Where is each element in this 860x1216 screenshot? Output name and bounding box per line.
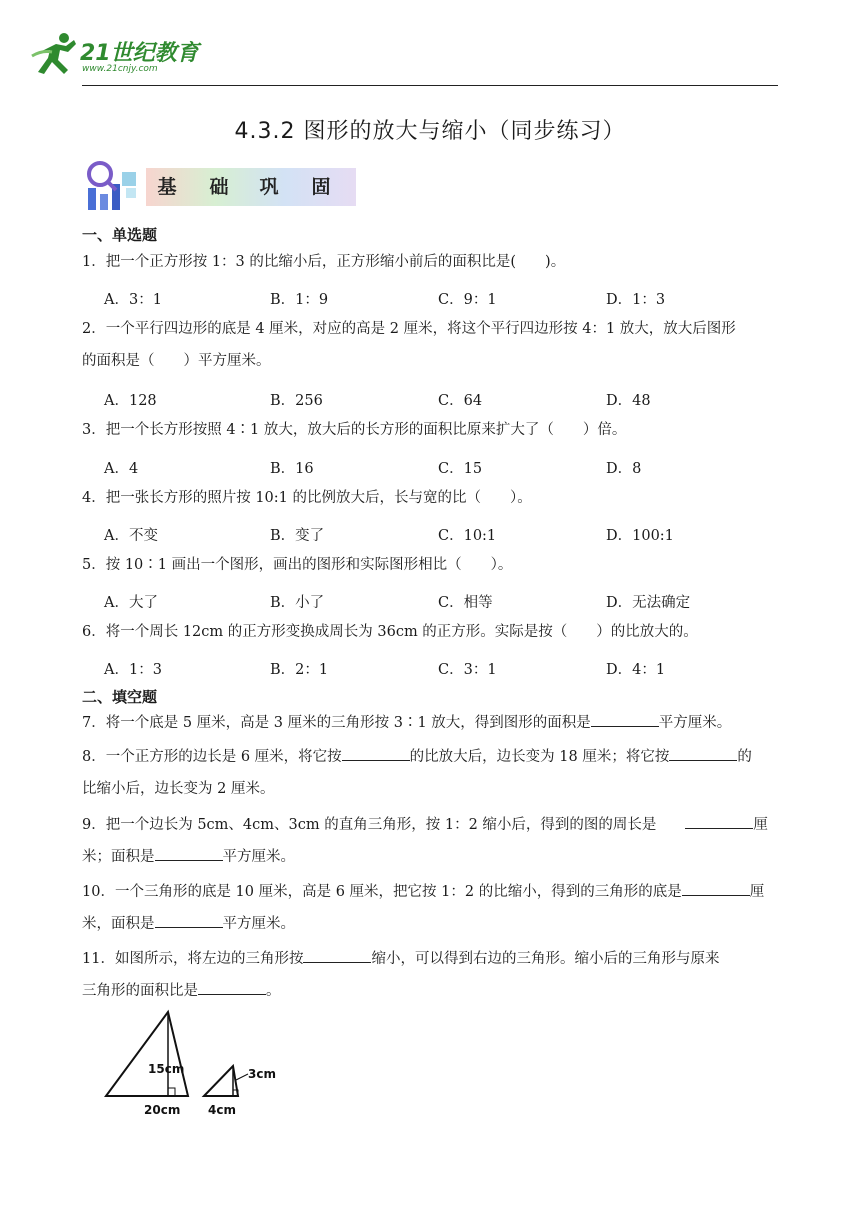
question-9-text-c: 米；面积是 xyxy=(82,849,155,865)
question-3-options xyxy=(104,457,784,481)
question-6: 6．将一个周长 12cm 的正方形变换成周长为 36cm 的正方形。实际是按（ ）的比放大的。 xyxy=(82,624,698,640)
large-right-angle xyxy=(168,1088,175,1096)
answer-blank[interactable] xyxy=(155,913,223,928)
section-banner xyxy=(82,158,372,214)
large-height-label: 15cm xyxy=(148,1062,185,1076)
question-10-text-b: 厘 xyxy=(749,884,765,900)
question-8-text-c: 的 xyxy=(737,749,752,765)
option-b[interactable]: B．变了 xyxy=(270,528,325,544)
option-d[interactable]: D．8 xyxy=(606,461,642,477)
page-title: 4.3.2 图形的放大与缩小（同步练习） xyxy=(234,119,626,144)
option-a[interactable]: A．1：3 xyxy=(104,662,162,678)
question-7 xyxy=(82,707,782,739)
question-2-line1: 2．一个平行四边形的底是 4 厘米，对应的高是 2 厘米，将这个平行四边形按 4：1 放大，放大后图形 xyxy=(82,321,736,337)
triangles-figure xyxy=(96,1008,286,1123)
question-11-text-d: 。 xyxy=(266,983,281,999)
question-2 xyxy=(82,313,782,377)
question-4-options xyxy=(104,524,784,548)
banner-char-2: 础 xyxy=(209,176,229,198)
header-divider xyxy=(82,85,778,86)
option-b[interactable]: B．16 xyxy=(270,461,314,477)
logo-text: 21世纪教育 xyxy=(80,41,199,66)
answer-blank[interactable] xyxy=(669,746,737,761)
banner-char-4: 固 xyxy=(311,176,331,198)
answer-blank[interactable] xyxy=(303,948,371,963)
question-3: 3．把一个长方形按照 4∶1 放大，放大后的长方形的面积比原来扩大了（ ）倍。 xyxy=(82,422,627,438)
answer-blank[interactable] xyxy=(342,746,410,761)
large-triangle xyxy=(106,1012,188,1096)
option-b[interactable]: B．2：1 xyxy=(270,662,329,678)
section-heading-single-choice: 一、单选题 xyxy=(82,226,158,244)
answer-blank[interactable] xyxy=(685,814,753,829)
question-9 xyxy=(82,809,782,873)
option-d[interactable]: D．48 xyxy=(606,393,651,409)
option-c[interactable]: C．9：1 xyxy=(438,292,497,308)
question-11 xyxy=(82,943,782,1007)
option-c[interactable]: C．64 xyxy=(438,393,483,409)
question-1: 1．把一个正方形按 1：3 的比缩小后，正方形缩小前后的面积比是( )。 xyxy=(82,254,566,270)
option-a[interactable]: A．3：1 xyxy=(104,292,162,308)
answer-blank[interactable] xyxy=(155,846,223,861)
logo xyxy=(30,30,200,80)
option-c[interactable]: C．3：1 xyxy=(438,662,497,678)
option-d[interactable]: D．无法确定 xyxy=(606,595,691,611)
question-10 xyxy=(82,876,782,940)
option-d[interactable]: D．100:1 xyxy=(606,528,674,544)
option-c[interactable]: C．10:1 xyxy=(438,528,497,544)
question-4: 4．把一张长方形的照片按 10:1 的比例放大后，长与宽的比（ ）。 xyxy=(82,490,532,506)
option-c[interactable]: C．15 xyxy=(438,461,483,477)
question-8-text-b: 的比放大后，边长变为 18 厘米；将它按 xyxy=(409,749,670,765)
question-8 xyxy=(82,741,782,805)
banner-char-3: 巩 xyxy=(259,176,279,198)
question-10-text-d: 平方厘米。 xyxy=(222,916,295,932)
question-2-options xyxy=(104,389,784,413)
answer-blank[interactable] xyxy=(198,980,266,995)
question-2-line2: 的面积是（ ）平方厘米。 xyxy=(82,353,271,369)
option-a[interactable]: A．不变 xyxy=(104,528,158,544)
question-7-text-a: 7．将一个底是 5 厘米，高是 3 厘米的三角形按 3∶1 放大，得到图形的面积是 xyxy=(82,715,591,731)
small-base-label: 4cm xyxy=(208,1103,236,1117)
small-height-pointer xyxy=(236,1074,248,1080)
option-a[interactable]: A．大了 xyxy=(104,595,158,611)
large-base-label: 20cm xyxy=(144,1103,181,1117)
option-a[interactable]: A．4 xyxy=(104,461,139,477)
option-b[interactable]: B．1：9 xyxy=(270,292,329,308)
question-8-text-a: 8．一个正方形的边长是 6 厘米，将它按 xyxy=(82,749,342,765)
section-heading-fill-blank: 二、填空题 xyxy=(82,688,158,706)
option-d[interactable]: D．1：3 xyxy=(606,292,666,308)
question-5-options xyxy=(104,591,784,615)
question-7-text-b: 平方厘米。 xyxy=(658,715,732,731)
question-5: 5．按 10∶1 画出一个图形，画出的图形和实际图形相比（ ）。 xyxy=(82,557,513,573)
question-11-text-a: 11．如图所示，将左边的三角形按 xyxy=(82,951,304,967)
option-b[interactable]: B．小了 xyxy=(270,595,325,611)
magnifier-chart-icon xyxy=(82,158,146,214)
option-d[interactable]: D．4：1 xyxy=(606,662,666,678)
answer-blank[interactable] xyxy=(682,881,750,896)
question-9-text-b: 厘 xyxy=(753,817,768,833)
question-6-options xyxy=(104,658,784,682)
question-9-text-a: 9．把一个边长为 5cm、4cm、3cm 的直角三角形，按 1：2 缩小后，得到的图的周长是 xyxy=(82,817,657,833)
question-11-text-b: 缩小，可以得到右边的三角形。缩小后的三角形与原来 xyxy=(371,951,720,967)
question-1-options xyxy=(104,288,784,312)
option-c[interactable]: C．相等 xyxy=(438,595,493,611)
banner-char-1: 基 xyxy=(157,176,177,198)
answer-blank[interactable] xyxy=(591,712,659,727)
option-a[interactable]: A．128 xyxy=(104,393,157,409)
runner-icon xyxy=(30,30,80,76)
question-11-text-c: 三角形的面积比是 xyxy=(82,983,198,999)
question-10-text-a: 10．一个三角形的底是 10 厘米，高是 6 厘米，把它按 1：2 的比缩小，得到的三角形的底是 xyxy=(82,884,682,900)
question-9-text-d: 平方厘米。 xyxy=(222,849,295,865)
logo-url: www.21cnjy.com xyxy=(82,64,158,74)
option-b[interactable]: B．256 xyxy=(270,393,323,409)
question-10-text-c: 米，面积是 xyxy=(82,916,155,932)
banner-strip xyxy=(146,168,356,206)
question-8-line2: 比缩小后，边长变为 2 厘米。 xyxy=(82,781,275,797)
small-height-label: 3cm xyxy=(248,1067,276,1081)
